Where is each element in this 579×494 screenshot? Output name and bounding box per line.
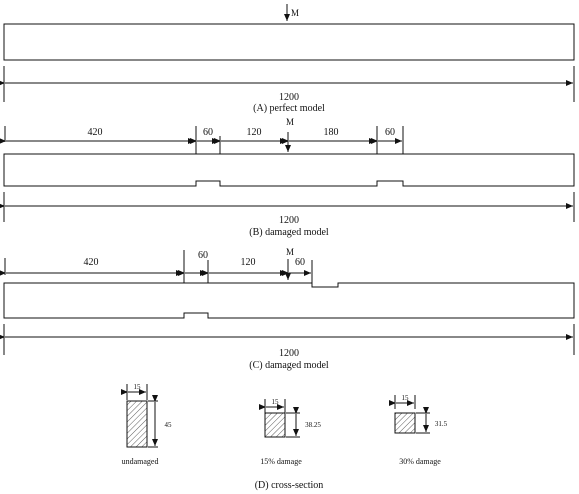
dimension-label: 60 [295, 257, 305, 268]
length-label: 1200 [279, 215, 299, 226]
dimension-label: 60 [385, 127, 395, 138]
beam [4, 24, 574, 60]
height-label: 45 [164, 421, 172, 429]
panel-caption: (A) perfect model [253, 103, 325, 114]
dimension-label: 180 [323, 127, 339, 138]
dimension-label: 60 [198, 250, 208, 261]
section-rect [265, 413, 285, 437]
dimension-label: 60 [203, 127, 213, 138]
section-rect [127, 401, 147, 447]
length-label: 1200 [279, 348, 299, 359]
panel-caption: (D) cross-section [254, 480, 324, 491]
section-name: undamaged [121, 457, 159, 466]
width-label: 15 [271, 398, 279, 406]
beam [4, 154, 574, 186]
length-label: 1200 [279, 92, 299, 103]
dimension-label: 420 [83, 257, 99, 268]
section-name: 15% damage [260, 457, 302, 466]
dimension-label: 420 [87, 127, 103, 138]
width-label: 15 [133, 383, 141, 391]
dimension-label: 120 [240, 257, 256, 268]
height-label: 31.5 [434, 420, 448, 428]
cross-section-15-damage [260, 398, 321, 466]
section-name: 30% damage [399, 457, 441, 466]
dimension-label: 120 [246, 127, 262, 138]
panel-b-damaged-model [4, 117, 574, 238]
panel-a-perfect-model [4, 4, 574, 114]
panel-c-damaged-model [4, 247, 574, 371]
moment-label: M [291, 8, 300, 18]
panel-d-cross-section [122, 383, 448, 491]
section-rect [395, 413, 415, 433]
moment-label: M [286, 247, 295, 257]
panel-caption: (C) damaged model [249, 360, 329, 371]
height-label: 38.25 [305, 421, 321, 429]
moment-label: M [286, 117, 295, 127]
width-label: 15 [401, 394, 409, 402]
panel-caption: (B) damaged model [249, 227, 329, 238]
beam [4, 283, 574, 318]
cross-section-undamaged [122, 383, 172, 466]
cross-section-30-damage [395, 394, 448, 466]
